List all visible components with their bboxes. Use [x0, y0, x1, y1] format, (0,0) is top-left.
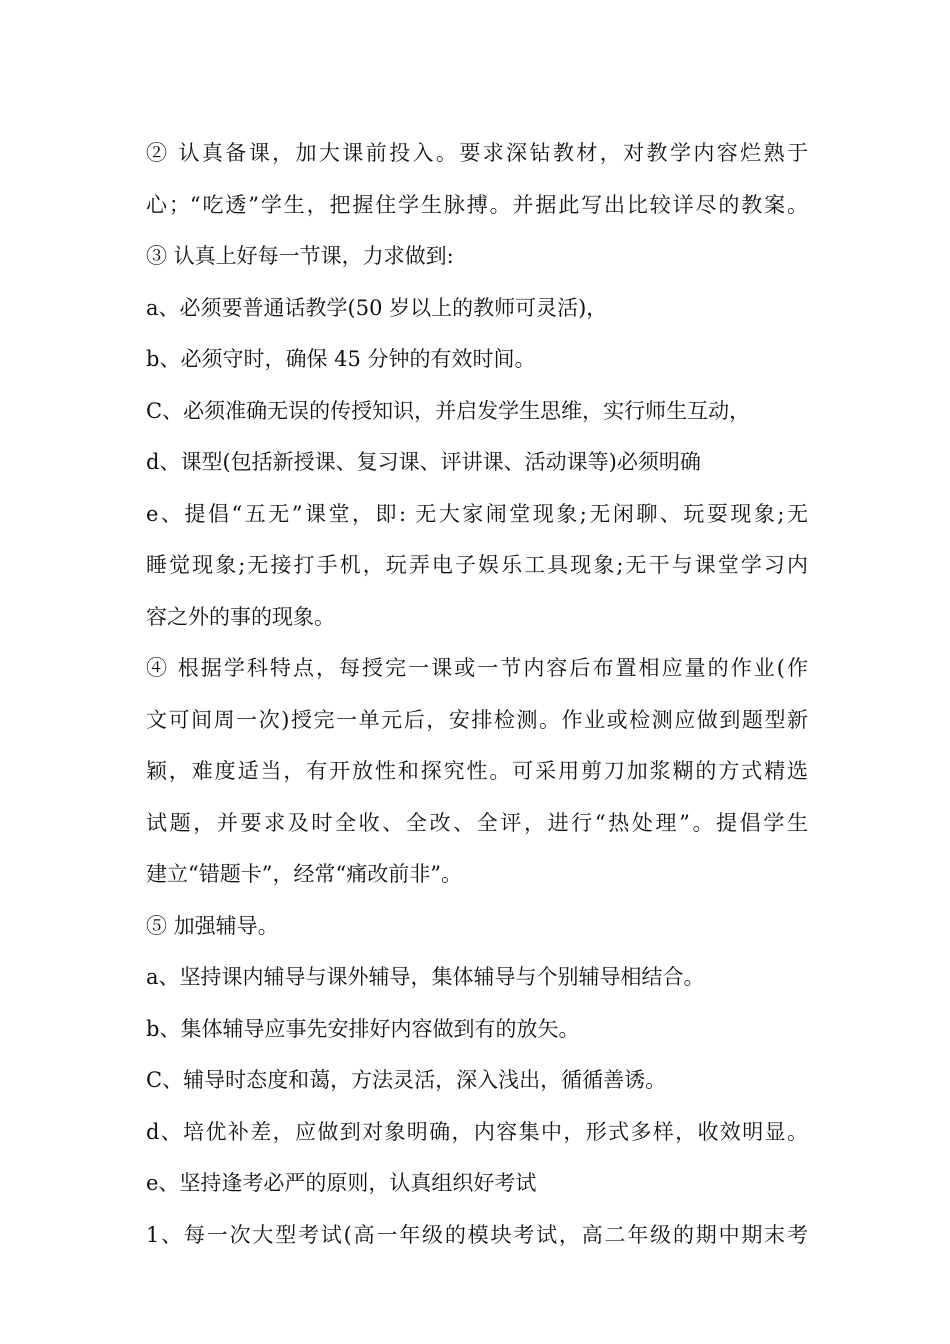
- text-line: 建立“错题卡”，经常“痛改前非”。: [146, 862, 462, 886]
- text-line: a、坚持课内辅导与课外辅导，集体辅导与个别辅导相结合。: [146, 965, 705, 989]
- text-line: 文可间周一次)授完一单元后，安排检测。作业或检测应做到题型新: [146, 707, 808, 732]
- text-line: 睡觉现象;无接打手机，玩弄电子娱乐工具现象;无干与课堂学习内: [146, 553, 808, 577]
- text-line: ④ 根据学科特点，每授完一课或一节内容后布置相应量的作业(作: [146, 656, 808, 680]
- text-line: a、必须要普通话教学(50 岁以上的教师可灵活)，: [146, 295, 608, 320]
- text-line: 心；“吃透”学生，把握住学生脉搏。并据此写出比较详尽的教案。: [146, 192, 808, 217]
- text-line: ⑤ 加强辅导。: [146, 913, 279, 938]
- text-line: C、辅导时态度和蔼，方法灵活，深入浅出，循循善诱。: [146, 1068, 667, 1092]
- text-line: d、课型(包括新授课、复习课、评讲课、活动课等)必须明确: [146, 450, 701, 474]
- text-line: 1、每一次大型考试(高一年级的模块考试，高二年级的期中期末考: [146, 1222, 808, 1247]
- text-line: e、提倡“五无”课堂，即: 无大家闹堂现象;无闲聊、玩耍现象;无: [146, 501, 808, 526]
- text-line: e、坚持逢考必严的原则，认真组织好考试: [146, 1171, 537, 1195]
- text-line: ② 认真备课，加大课前投入。要求深钻教材，对教学内容烂熟于: [146, 141, 808, 165]
- text-line: d、培优补差，应做到对象明确，内容集中，形式多样，收效明显。: [146, 1119, 808, 1144]
- text-line: 颖，难度适当，有开放性和探究性。可采用剪刀加浆糊的方式精选: [146, 759, 808, 783]
- text-line: ③ 认真上好每一节课，力求做到:: [146, 244, 454, 268]
- text-line: b、必须守时，确保 45 分钟的有效时间。: [146, 347, 536, 371]
- body-text: [146, 128, 808, 1261]
- text-line: b、集体辅导应事先安排好内容做到有的放矢。: [146, 1016, 580, 1041]
- text-line: 试题，并要求及时全收、全改、全评，进行“热处理”。提倡学生: [146, 810, 808, 835]
- text-line: 容之外的事的现象。: [146, 604, 335, 629]
- text-line: C、必须准确无误的传授知识，并启发学生思维，实行师生互动，: [146, 398, 751, 423]
